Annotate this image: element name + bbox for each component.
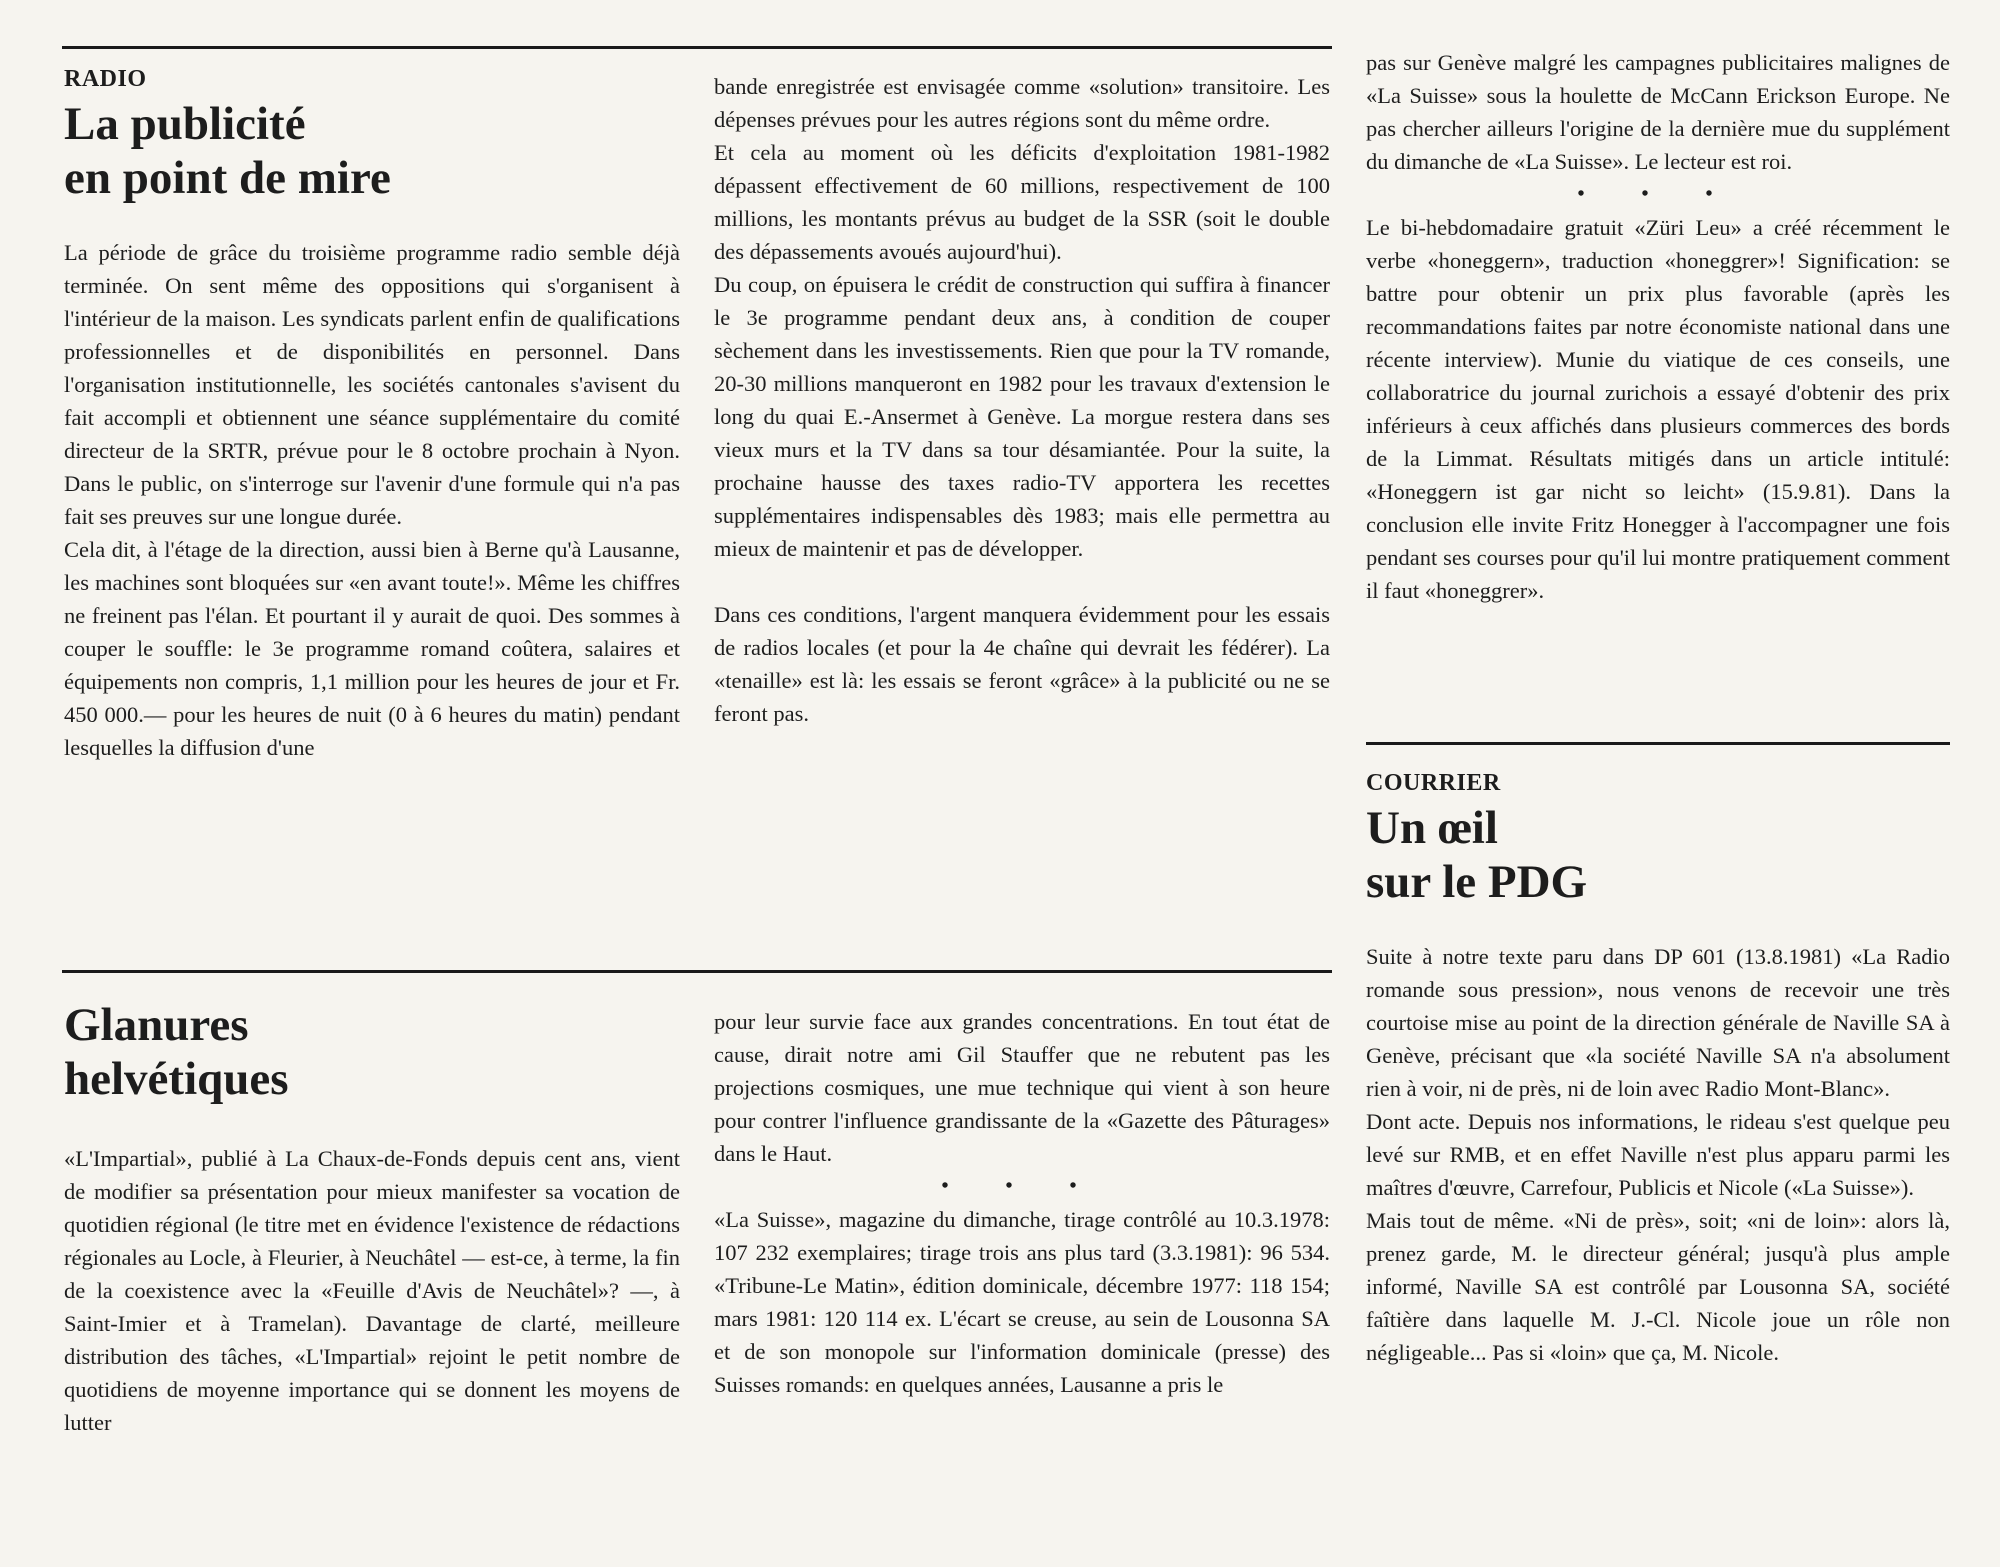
separator-stars: • • • bbox=[941, 1175, 1103, 1197]
courrier-headline bbox=[1366, 801, 1950, 909]
glanures-headline-line1: Glanures bbox=[64, 999, 249, 1051]
radio-column-1 bbox=[64, 236, 680, 764]
radio-paragraph: La période de grâce du troisième programme radio semble déjà terminée. On sent même des oppositions qui s'organisent à l'intérieur de la maison. Les syndicats parlent enfin de qualifications professionnelles et de disponibilités en personnel. Dans l'organisation institutionnelle, les sociétés cantonales s'avisent du fait accompli et obtiennent une séance supplémentaire du comité directeur de la SRTR, prévue pour le 8 octobre prochain à Nyon. Dans le public, on s'interroge sur l'avenir d'une formule qui n'a pas fait ses preuves sur une longue durée. bbox=[64, 240, 680, 529]
rule-above-courrier bbox=[1366, 742, 1950, 745]
courrier-kicker: COURRIER bbox=[1366, 770, 1501, 796]
courrier-body bbox=[1366, 940, 1950, 1369]
courrier-article-head bbox=[1366, 770, 1950, 909]
glanures-paragraph: Le bi-hebdomadaire gratuit «Züri Leu» a créé récemment le verbe «honeggern», traduction «honeggrer»! Signification: se battre pour obtenir un prix plus favorable (après les recommandations faites par notre économiste national dans une récente interview). Munie du viatique de ces conseils, une collaboratrice du journal zurichois a essayé d'obtenir des prix inférieurs à ceux affichés dans plusieurs commerces des bords de la Limmat. Résultats mitigés dans un article intitulé: «Honeggern ist gar nicht so leicht» (15.9.81). Dans la conclusion elle invite Fritz Honegger à l'accompagner une fois pendant ses courses pour qu'il lui montre pratiquement comment il faut «honeggrer». bbox=[1366, 215, 1950, 603]
courrier-headline-line2: sur le PDG bbox=[1366, 856, 1588, 908]
courrier-paragraph: Dont acte. Depuis nos informations, le rideau s'est quelque peu levé sur RMB, et en effet Naville n'est plus apparu parmi les maîtres d'œuvre, Carrefour, Publicis et Nicole («La Suisse»). bbox=[1366, 1109, 1950, 1200]
glanures-paragraph: pour leur survie face aux grandes concentrations. En tout état de cause, dirait notre ami Gil Stauffer que ne rebutent pas les projections cosmiques, une mue technique qui vient à son heure pour contrer l'influence grandissante de la «Gazette des Pâturages» dans le Haut. bbox=[714, 1009, 1330, 1166]
middle-rule-left bbox=[62, 970, 1332, 973]
top-rule-left bbox=[62, 46, 1332, 49]
radio-headline-line2: en point de mire bbox=[64, 152, 391, 204]
courrier-paragraph: Mais tout de même. «Ni de près», soit; «ni de loin»: alors là, prenez garde, M. le directeur général; jusqu'à plus ample informé, Naville SA est contrôlé par Lousonna SA, société faîtière dans laquelle M. J.-Cl. Nicole joue un rôle non négligeable... Pas si «loin» que ça, M. Nicole. bbox=[1366, 1208, 1950, 1365]
glanures-paragraph: «La Suisse», magazine du dimanche, tirage contrôlé au 10.3.1978: 107 232 exemplaires; tirage trois ans plus tard (3.3.1981): 96 534. «Tribune-Le Matin», édition dominicale, décembre 1977: 118 154; mars 1981: 120 114 ex. L'écart se creuse, au sein de Lousonna SA et de son monopole sur l'information dominicale (presse) des Suisses romands: en quelques années, Lausanne a pris le bbox=[714, 1207, 1330, 1397]
separator-stars: • • • bbox=[1577, 183, 1739, 205]
glanures-column-1 bbox=[64, 1142, 680, 1439]
radio-column-2 bbox=[714, 70, 1330, 730]
radio-paragraph: Et cela au moment où les déficits d'exploitation 1981-1982 dépassent effectivement de 60 millions, respectivement de 100 millions, les montants prévus au budget de la SSR (soit le double des dépassements avoués aujourd'hui). bbox=[714, 140, 1330, 264]
glanures-column-3 bbox=[1366, 46, 1950, 607]
glanures-headline-line2: helvétiques bbox=[64, 1053, 289, 1105]
glanures-article-head bbox=[64, 998, 680, 1106]
glanures-headline bbox=[64, 998, 680, 1106]
radio-paragraph: bande enregistrée est envisagée comme «solution» transitoire. Les dépenses prévues pour les autres régions sont du même ordre. bbox=[714, 74, 1330, 132]
glanures-paragraph: pas sur Genève malgré les campagnes publicitaires malignes de «La Suisse» sous la houlette de McCann Erickson Europe. Ne pas chercher ailleurs l'origine de la dernière mue du supplément du dimanche de «La Suisse». Le lecteur est roi. bbox=[1366, 50, 1950, 174]
courrier-headline-line1: Un œil bbox=[1366, 802, 1498, 854]
courrier-paragraph: Suite à notre texte paru dans DP 601 (13.8.1981) «La Radio romande sous pression», nous venons de recevoir une très courtoise mise au point de la direction générale de Naville SA à Genève, précisant que «la société Naville SA n'a absolument rien à voir, ni de près, ni de loin avec Radio Mont-Blanc». bbox=[1366, 944, 1950, 1101]
glanures-column-2 bbox=[714, 1005, 1330, 1401]
radio-kicker: RADIO bbox=[64, 66, 147, 92]
radio-headline-line1: La publicité bbox=[64, 98, 306, 150]
radio-paragraph: Cela dit, à l'étage de la direction, aussi bien à Berne qu'à Lausanne, les machines sont bloquées sur «en avant toute!». Même les chiffres ne freinent pas l'élan. Et pourtant il y aurait de quoi. Des sommes à couper le souffle: le 3e programme romand coûtera, salaires et équipements non compris, 1,1 million pour les heures de jour et Fr. 450 000.— pour les heures de nuit (0 à 6 heures du matin) pendant lesquelles la diffusion d'une bbox=[64, 537, 680, 760]
radio-paragraph: Dans ces conditions, l'argent manquera évidemment pour les essais de radios locales (et pour la 4e chaîne qui devrait les fédérer). La «tenaille» est là: les essais se feront «grâce» à la publicité ou ne se feront pas. bbox=[714, 602, 1330, 726]
radio-paragraph: Du coup, on épuisera le crédit de construction qui suffira à financer le 3e programme pendant deux ans, à condition de couper sèchement dans les investissements. Rien que pour la TV romande, 20-30 millions manqueront en 1982 pour les travaux d'extension le long du quai E.-Ansermet à Genève. La morgue restera dans ses vieux murs et la TV dans sa tour désamiantée. Pour la suite, la prochaine hausse des taxes radio-TV apportera les recettes supplémentaires indispensables dès 1983; mais elle permettra au mieux de maintenir et pas de développer. bbox=[714, 272, 1330, 561]
glanures-paragraph: «L'Impartial», publié à La Chaux-de-Fonds depuis cent ans, vient de modifier sa présentation pour mieux manifester sa vocation de quotidien régional (le titre met en évidence l'existence de rédactions régionales au Locle, à Fleurier, à Neuchâtel — est-ce, à terme, la fin de la coexistence avec la «Feuille d'Avis de Neuchâtel»? —, à Saint-Imier et à Tramelan). Davantage de clarté, meilleure distribution des tâches, «L'Impartial» rejoint le petit nombre de quotidiens de moyenne importance qui se donnent les moyens de lutter bbox=[64, 1146, 680, 1435]
